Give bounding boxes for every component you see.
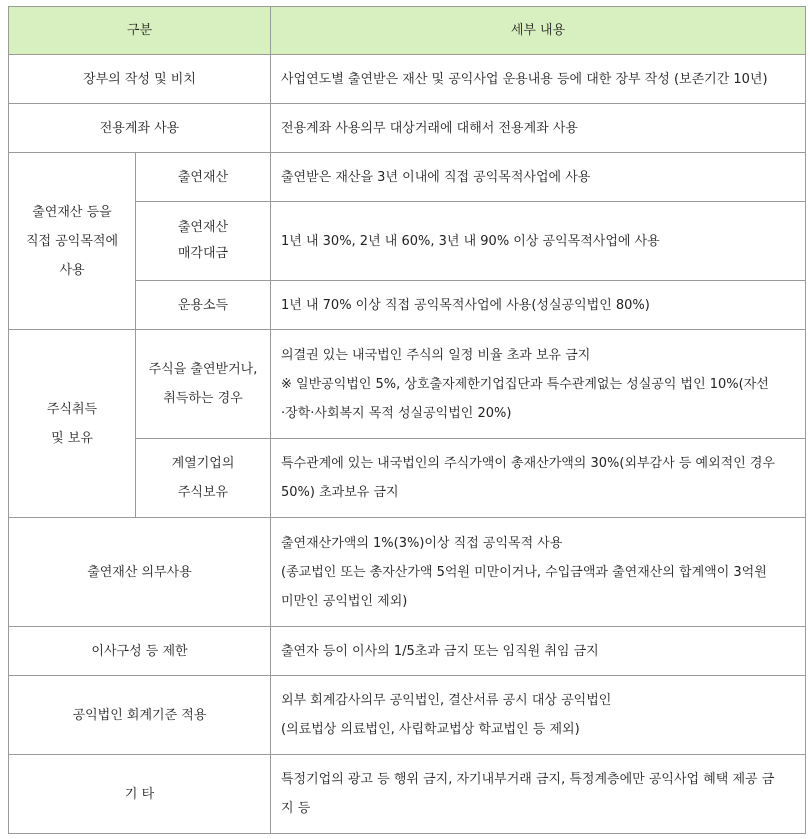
table-row bbox=[9, 518, 806, 627]
row-category: 출연재산 의무사용 bbox=[9, 518, 271, 627]
detail-line: 특정기업의 광고 등 행위 금지, 자기내부거래 금지, 특정계층에만 공익사업 혜택 제공 금 bbox=[281, 772, 775, 787]
row-detail bbox=[271, 439, 806, 518]
sub-category-line: 취득하는 경우 bbox=[163, 391, 243, 406]
row-detail bbox=[271, 330, 806, 439]
group-category-line: 출연재산 등을 bbox=[32, 204, 112, 220]
row-detail: 전용계좌 사용의무 대상거래에 대해서 전용계좌 사용 bbox=[271, 104, 806, 153]
sub-category bbox=[136, 439, 271, 518]
table-row bbox=[9, 676, 806, 755]
detail-line: ※ 일반공익법인 5%, 상호출자제한기업집단과 특수관계없는 성실공익 법인 10%(자선 bbox=[281, 376, 769, 392]
table-row bbox=[9, 153, 806, 202]
detail-line: 외부 회계감사의무 공익법인, 결산서류 공시 대상 공익법인 bbox=[281, 693, 612, 708]
group-category-line: 및 보유 bbox=[51, 430, 93, 446]
row-category: 공익법인 회계기준 적용 bbox=[9, 676, 271, 755]
row-detail: 출연자 등이 이사의 1/5초과 금지 또는 임직원 취임 금지 bbox=[271, 627, 806, 676]
row-detail: 1년 내 70% 이상 직접 공익목적사업에 사용(성실공익법인 80%) bbox=[271, 281, 806, 330]
group-category bbox=[9, 330, 136, 518]
table-row bbox=[9, 755, 806, 834]
sub-category bbox=[136, 202, 271, 281]
sub-category-line: 주식보유 bbox=[177, 485, 229, 500]
sub-category-line: 출연재산 bbox=[177, 169, 229, 185]
sub-category bbox=[136, 153, 271, 202]
detail-line: 지 등 bbox=[281, 801, 311, 816]
row-detail: 1년 내 30%, 2년 내 60%, 3년 내 90% 이상 공익목적사업에 사용 bbox=[271, 202, 806, 281]
sub-category bbox=[136, 330, 271, 439]
group-category bbox=[9, 153, 136, 330]
row-detail: 출연받은 재산을 3년 이내에 직접 공익목적사업에 사용 bbox=[271, 153, 806, 202]
group-category-line: 주식취득 bbox=[46, 401, 98, 417]
row-category: 이사구성 등 제한 bbox=[9, 627, 271, 676]
detail-line: ·장학·사회복지 목적 성실공익법인 20%) bbox=[281, 405, 512, 421]
sub-category-line: 주식을 출연받거나, bbox=[148, 362, 258, 377]
public-interest-corporation-obligations-table bbox=[8, 6, 806, 834]
sub-category-line: 계열기업의 bbox=[171, 456, 235, 471]
detail-line: (종교법인 또는 총자산가액 5억원 미만이거나, 수입금액과 출연재산의 합계액이 3억원 bbox=[281, 564, 767, 580]
header-detail: 세부 내용 bbox=[271, 7, 806, 55]
header-category: 구분 bbox=[9, 7, 271, 55]
row-detail bbox=[271, 518, 806, 627]
row-detail bbox=[271, 755, 806, 834]
table-row bbox=[9, 627, 806, 676]
header-row bbox=[9, 7, 806, 55]
sub-category bbox=[136, 281, 271, 330]
row-detail: 사업연도별 출연받은 재산 및 공익사업 운용내용 등에 대한 장부 작성 (보존기간 10년) bbox=[271, 55, 806, 104]
detail-line: 의결권 있는 내국법인 주식의 일정 비율 초과 보유 금지 bbox=[281, 347, 591, 363]
table-row bbox=[9, 330, 806, 439]
detail-line: 출연재산가액의 1%(3%)이상 직접 공익목적 사용 bbox=[281, 535, 563, 551]
sub-category-line: 출연재산 bbox=[177, 220, 229, 235]
table-row bbox=[9, 104, 806, 153]
row-detail bbox=[271, 676, 806, 755]
detail-line: (의료법상 의료법인, 사립학교법상 학교법인 등 제외) bbox=[281, 722, 580, 737]
group-category-line: 직접 공익목적에 bbox=[25, 233, 119, 249]
detail-line: 50%) 초과보유 금지 bbox=[281, 485, 399, 500]
detail-line: 특수관계에 있는 내국법인의 주식가액이 총재산가액의 30%(외부감사 등 예외적인 경우 bbox=[281, 456, 775, 471]
detail-line: 미만인 공익법인 제외) bbox=[281, 593, 408, 609]
row-category: 기 타 bbox=[9, 755, 271, 834]
row-category: 전용계좌 사용 bbox=[9, 104, 271, 153]
sub-category-line: 매각대금 bbox=[177, 246, 229, 261]
sub-category-line: 운용소득 bbox=[177, 297, 229, 313]
group-category-line: 사용 bbox=[59, 262, 85, 278]
row-category: 장부의 작성 및 비치 bbox=[9, 55, 271, 104]
table-row bbox=[9, 55, 806, 104]
